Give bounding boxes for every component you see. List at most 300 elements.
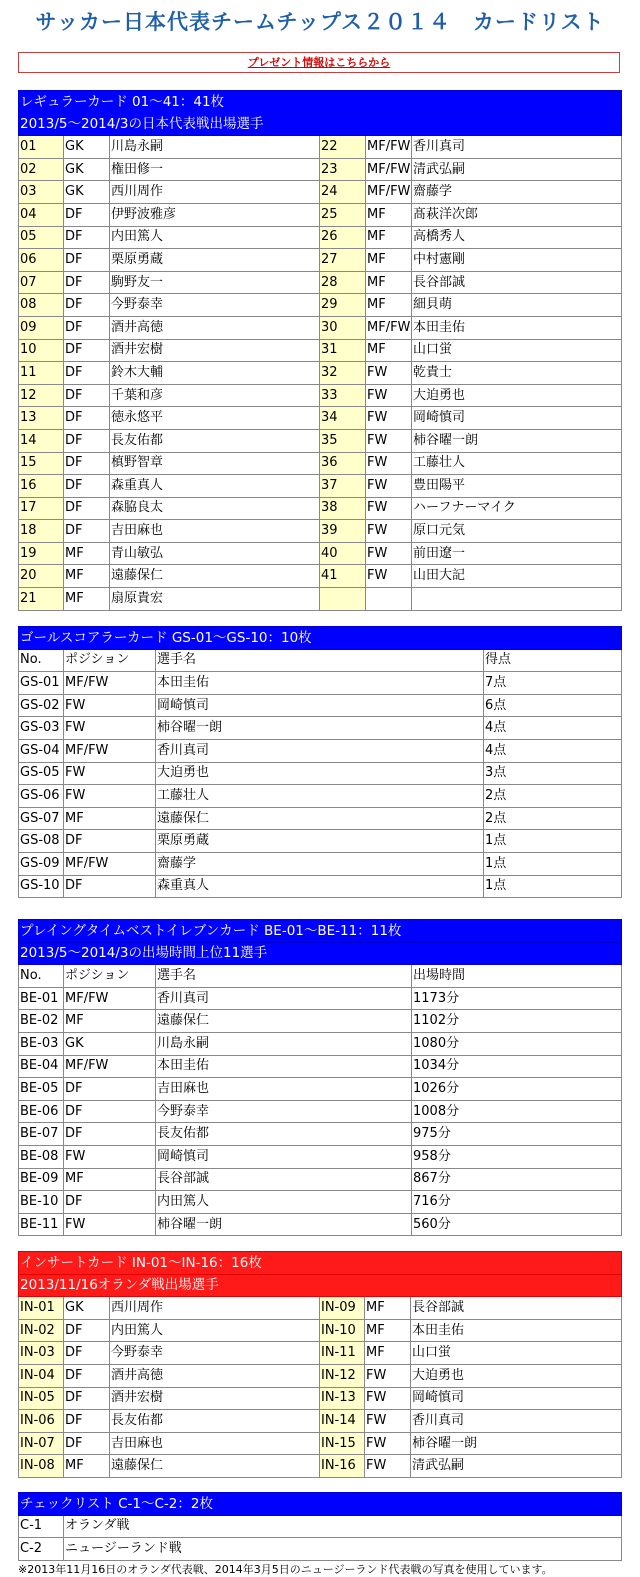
table-row — [19, 588, 622, 611]
position-cell: DF — [64, 452, 110, 475]
table-row — [19, 1032, 622, 1055]
position-cell: ニュージーランド戦 — [64, 1538, 622, 1561]
number-cell — [320, 588, 366, 611]
player-cell: 青山敏弘 — [110, 542, 320, 565]
player-cell: 柿谷曜一朗 — [156, 1213, 412, 1236]
player-cell: 前田遼一 — [412, 542, 622, 565]
player-cell: 遠藤保仁 — [110, 1455, 320, 1478]
position-cell: MF — [366, 271, 412, 294]
position-cell: FW — [366, 384, 412, 407]
number-cell: 40 — [320, 542, 366, 565]
position-cell: MF — [366, 249, 412, 272]
table-row — [19, 158, 622, 181]
table-row — [19, 271, 622, 294]
position-cell: MF — [366, 226, 412, 249]
position-cell: MF — [366, 203, 412, 226]
player-cell: 本田圭佑 — [156, 1055, 412, 1078]
player-cell: 細貝萌 — [412, 294, 622, 317]
col-position: ポジション — [64, 965, 156, 988]
number-cell: GS-05 — [19, 762, 64, 785]
player-cell: 岡崎慎司 — [156, 1145, 412, 1168]
player-cell: 今野泰幸 — [156, 1100, 412, 1123]
insert-header-2: 2013/11/16オランダ戦出場選手 — [19, 1274, 622, 1297]
number-cell: IN-16 — [320, 1455, 365, 1478]
number-cell: 25 — [320, 203, 366, 226]
besteleven-header-1: プレイングタイムベストイレブンカード BE-01～BE-11：11枚 — [19, 920, 622, 943]
goalscorer-table — [18, 626, 622, 898]
player-cell: 岡崎慎司 — [411, 1387, 622, 1410]
player-cell: 長谷部誠 — [411, 1297, 622, 1320]
player-cell: 内田篤人 — [110, 226, 320, 249]
position-cell: MF/FW — [366, 158, 412, 181]
player-cell: 清武弘嗣 — [412, 158, 622, 181]
player-cell: 山口蛍 — [411, 1342, 622, 1365]
number-cell: 17 — [19, 497, 64, 520]
table-row — [19, 407, 622, 430]
position-cell: FW — [64, 785, 156, 808]
position-cell: DF — [64, 271, 110, 294]
player-cell: 工藤壮人 — [412, 452, 622, 475]
player-cell: 大迫勇也 — [411, 1364, 622, 1387]
player-cell: 工藤壮人 — [156, 785, 484, 808]
number-cell: BE-06 — [19, 1100, 64, 1123]
value-cell: 1026分 — [412, 1078, 622, 1101]
position-cell: MF — [365, 1342, 411, 1365]
table-row — [19, 520, 622, 543]
position-cell: MF/FW — [366, 181, 412, 204]
table-row — [19, 136, 622, 159]
position-cell: MF — [366, 339, 412, 362]
player-cell: 吉田麻也 — [110, 1432, 320, 1455]
player-cell: 川島永嗣 — [156, 1032, 412, 1055]
player-cell: 大迫勇也 — [412, 384, 622, 407]
position-cell: MF/FW — [64, 739, 156, 762]
player-cell: 本田圭佑 — [156, 672, 484, 695]
player-cell: 柿谷曜一朗 — [411, 1432, 622, 1455]
position-cell: DF — [64, 226, 110, 249]
number-cell: 02 — [19, 158, 64, 181]
player-cell: 長谷部誠 — [412, 271, 622, 294]
value-cell: 958分 — [412, 1145, 622, 1168]
value-cell: 4点 — [484, 717, 622, 740]
number-cell: 12 — [19, 384, 64, 407]
goalscorer-body — [19, 672, 622, 898]
position-cell: GK — [64, 1032, 156, 1055]
number-cell: 37 — [320, 475, 366, 498]
player-cell: 高橋秀人 — [412, 226, 622, 249]
player-cell: 西川周作 — [110, 1297, 320, 1320]
number-cell: BE-11 — [19, 1213, 64, 1236]
player-cell: 扇原貴宏 — [110, 588, 320, 611]
table-row — [19, 987, 622, 1010]
player-cell: 香川真司 — [156, 987, 412, 1010]
position-cell: GK — [64, 1297, 110, 1320]
position-cell: DF — [64, 1319, 110, 1342]
position-cell: DF — [64, 1410, 110, 1433]
player-cell: 吉田麻也 — [110, 520, 320, 543]
table-row — [19, 717, 622, 740]
position-cell: FW — [365, 1387, 411, 1410]
player-cell: 齋藤学 — [412, 181, 622, 204]
player-cell: 乾貴士 — [412, 362, 622, 385]
number-cell: 34 — [320, 407, 366, 430]
number-cell: IN-08 — [19, 1455, 64, 1478]
value-cell: 4点 — [484, 739, 622, 762]
player-cell: 森脇良太 — [110, 497, 320, 520]
value-cell: 7点 — [484, 672, 622, 695]
insert-body — [19, 1297, 622, 1478]
position-cell: FW — [366, 475, 412, 498]
position-cell: DF — [64, 407, 110, 430]
number-cell: 28 — [320, 271, 366, 294]
number-cell: BE-03 — [19, 1032, 64, 1055]
position-cell: DF — [64, 830, 156, 853]
player-cell: 権田修一 — [110, 158, 320, 181]
position-cell: MF/FW — [64, 672, 156, 695]
table-row — [19, 830, 622, 853]
value-cell: 716分 — [412, 1191, 622, 1214]
besteleven-table — [18, 919, 622, 1236]
table-row — [19, 1319, 622, 1342]
table-row — [19, 672, 622, 695]
checklist-header: チェックリスト C-1～C-2：2枚 — [19, 1493, 622, 1516]
position-cell: DF — [64, 1123, 156, 1146]
player-cell: 槙野智章 — [110, 452, 320, 475]
position-cell: MF/FW — [64, 1055, 156, 1078]
number-cell: 10 — [19, 339, 64, 362]
checklist-table — [18, 1492, 622, 1561]
position-cell: MF — [365, 1319, 411, 1342]
table-row — [19, 739, 622, 762]
number-cell: GS-09 — [19, 852, 64, 875]
position-cell: DF — [64, 497, 110, 520]
position-cell — [366, 588, 412, 611]
insert-card-table — [18, 1251, 622, 1478]
number-cell: BE-07 — [19, 1123, 64, 1146]
table-row — [19, 1410, 622, 1433]
player-cell: 栗原勇蔵 — [156, 830, 484, 853]
table-row — [19, 1123, 622, 1146]
position-cell: DF — [64, 249, 110, 272]
number-cell: IN-04 — [19, 1364, 64, 1387]
value-cell: 560分 — [412, 1213, 622, 1236]
position-cell: DF — [64, 1364, 110, 1387]
table-row — [19, 1432, 622, 1455]
player-cell: 香川真司 — [411, 1410, 622, 1433]
number-cell: 19 — [19, 542, 64, 565]
number-cell: IN-11 — [320, 1342, 365, 1365]
table-row — [19, 1078, 622, 1101]
player-cell: 森重真人 — [110, 475, 320, 498]
number-cell: BE-02 — [19, 1010, 64, 1033]
position-cell: GK — [64, 136, 110, 159]
table-row — [19, 226, 622, 249]
table-row — [19, 452, 622, 475]
position-cell: MF — [64, 588, 110, 611]
value-cell: 1点 — [484, 830, 622, 853]
position-cell: DF — [64, 1432, 110, 1455]
number-cell: GS-06 — [19, 785, 64, 808]
number-cell: IN-12 — [320, 1364, 365, 1387]
table-row — [19, 384, 622, 407]
player-cell: 吉田麻也 — [156, 1078, 412, 1101]
player-cell: 齋藤学 — [156, 852, 484, 875]
player-cell: 遠藤保仁 — [156, 1010, 412, 1033]
player-cell: 中村憲剛 — [412, 249, 622, 272]
besteleven-header-2: 2013/5～2014/3の出場時間上位11選手 — [19, 942, 622, 965]
player-cell: 今野泰幸 — [110, 294, 320, 317]
number-cell: IN-09 — [320, 1297, 365, 1320]
number-cell: 13 — [19, 407, 64, 430]
position-cell: MF — [64, 1455, 110, 1478]
col-position: ポジション — [64, 649, 156, 672]
player-cell: ハーフナーマイク — [412, 497, 622, 520]
table-row — [19, 339, 622, 362]
present-info-box — [18, 52, 620, 73]
number-cell: GS-08 — [19, 830, 64, 853]
position-cell: FW — [366, 407, 412, 430]
position-cell: FW — [366, 520, 412, 543]
player-cell: 柿谷曜一朗 — [412, 429, 622, 452]
position-cell: DF — [64, 339, 110, 362]
number-cell: 03 — [19, 181, 64, 204]
player-cell: 大迫勇也 — [156, 762, 484, 785]
table-row — [19, 1538, 622, 1561]
number-cell: GS-04 — [19, 739, 64, 762]
col-player: 選手名 — [156, 965, 412, 988]
player-cell: 本田圭佑 — [411, 1319, 622, 1342]
table-row — [19, 1364, 622, 1387]
player-cell: 栗原勇蔵 — [110, 249, 320, 272]
position-cell: GK — [64, 181, 110, 204]
player-cell: 駒野友一 — [110, 271, 320, 294]
player-cell: 伊野波雅彦 — [110, 203, 320, 226]
number-cell: BE-05 — [19, 1078, 64, 1101]
player-cell: 千葉和彦 — [110, 384, 320, 407]
position-cell: DF — [64, 1387, 110, 1410]
table-row — [19, 542, 622, 565]
table-row — [19, 875, 622, 898]
player-cell: 今野泰幸 — [110, 1342, 320, 1365]
position-cell: DF — [64, 475, 110, 498]
col-goals: 得点 — [484, 649, 622, 672]
goalscorer-header: ゴールスコアラーカード GS-01～GS-10：10枚 — [19, 627, 622, 650]
number-cell: 09 — [19, 316, 64, 339]
position-cell: MF — [64, 1168, 156, 1191]
player-cell: 酒井高徳 — [110, 1364, 320, 1387]
position-cell: FW — [366, 429, 412, 452]
value-cell: 1102分 — [412, 1010, 622, 1033]
position-cell: FW — [366, 542, 412, 565]
position-cell: DF — [64, 384, 110, 407]
value-cell: 1点 — [484, 875, 622, 898]
value-cell: 1点 — [484, 852, 622, 875]
number-cell: IN-15 — [320, 1432, 365, 1455]
number-cell: 21 — [19, 588, 64, 611]
number-cell: GS-02 — [19, 694, 64, 717]
value-cell: 975分 — [412, 1123, 622, 1146]
table-row — [19, 1515, 622, 1538]
number-cell: IN-06 — [19, 1410, 64, 1433]
number-cell: BE-04 — [19, 1055, 64, 1078]
player-cell: 豊田陽平 — [412, 475, 622, 498]
number-cell: 32 — [320, 362, 366, 385]
value-cell: 2点 — [484, 807, 622, 830]
player-cell: 酒井高徳 — [110, 316, 320, 339]
table-row — [19, 294, 622, 317]
number-cell: BE-01 — [19, 987, 64, 1010]
table-row — [19, 1168, 622, 1191]
player-cell: 遠藤保仁 — [156, 807, 484, 830]
position-cell: DF — [64, 316, 110, 339]
player-cell: 長谷部誠 — [156, 1168, 412, 1191]
number-cell: 35 — [320, 429, 366, 452]
position-cell: DF — [64, 362, 110, 385]
position-cell: DF — [64, 1342, 110, 1365]
position-cell: DF — [64, 429, 110, 452]
number-cell: C-1 — [19, 1515, 64, 1538]
table-row — [19, 497, 622, 520]
number-cell: 30 — [320, 316, 366, 339]
value-cell: 6点 — [484, 694, 622, 717]
footnote: ※2013年11月16日のオランダ代表戦、2014年3月5日のニュージーランド代表戦の写真を使用しています。 — [18, 1563, 553, 1576]
number-cell: 26 — [320, 226, 366, 249]
table-row — [19, 316, 622, 339]
table-row — [19, 807, 622, 830]
table-row — [19, 181, 622, 204]
position-cell: FW — [64, 1213, 156, 1236]
table-row — [19, 1342, 622, 1365]
regular-card-table — [18, 90, 622, 611]
number-cell: 08 — [19, 294, 64, 317]
table-row — [19, 1100, 622, 1123]
number-cell: 14 — [19, 429, 64, 452]
insert-header-1: インサートカード IN-01～IN-16：16枚 — [19, 1252, 622, 1275]
value-cell: 1080分 — [412, 1032, 622, 1055]
table-row — [19, 249, 622, 272]
number-cell: BE-09 — [19, 1168, 64, 1191]
table-row — [19, 852, 622, 875]
position-cell: FW — [366, 452, 412, 475]
position-cell: DF — [64, 1078, 156, 1101]
table-row — [19, 1145, 622, 1168]
player-cell: 遠藤保仁 — [110, 565, 320, 588]
player-cell: 酒井宏樹 — [110, 1387, 320, 1410]
position-cell: MF — [64, 807, 156, 830]
position-cell: FW — [365, 1432, 411, 1455]
regular-header-2: 2013/5～2014/3の日本代表戦出場選手 — [19, 113, 622, 136]
number-cell: GS-03 — [19, 717, 64, 740]
col-no: No. — [19, 649, 64, 672]
value-cell: 1008分 — [412, 1100, 622, 1123]
value-cell: 3点 — [484, 762, 622, 785]
number-cell: 15 — [19, 452, 64, 475]
number-cell: IN-03 — [19, 1342, 64, 1365]
player-cell: 原口元気 — [412, 520, 622, 543]
number-cell: 33 — [320, 384, 366, 407]
table-row — [19, 1191, 622, 1214]
position-cell: FW — [366, 497, 412, 520]
checklist-body — [19, 1515, 622, 1560]
position-cell: MF — [365, 1297, 411, 1320]
player-cell: 森重真人 — [156, 875, 484, 898]
position-cell: MF — [64, 1010, 156, 1033]
number-cell: 18 — [19, 520, 64, 543]
position-cell: DF — [64, 294, 110, 317]
page-title: サッカー日本代表チームチップス２０１４ カードリスト — [35, 10, 605, 34]
table-row — [19, 1213, 622, 1236]
player-cell: 長友佑都 — [110, 429, 320, 452]
number-cell: IN-05 — [19, 1387, 64, 1410]
player-cell: 長友佑都 — [156, 1123, 412, 1146]
value-cell: 1173分 — [412, 987, 622, 1010]
number-cell: 29 — [320, 294, 366, 317]
number-cell: 07 — [19, 271, 64, 294]
present-info-link[interactable]: プレゼント情報はこちらから — [247, 56, 391, 69]
value-cell: 1034分 — [412, 1055, 622, 1078]
regular-header-1: レギュラーカード 01～41：41枚 — [19, 91, 622, 114]
position-cell: MF — [64, 565, 110, 588]
number-cell: 24 — [320, 181, 366, 204]
position-cell: FW — [64, 762, 156, 785]
player-cell: 岡崎慎司 — [156, 694, 484, 717]
table-row — [19, 362, 622, 385]
position-cell: MF/FW — [64, 987, 156, 1010]
number-cell: IN-14 — [320, 1410, 365, 1433]
besteleven-body — [19, 987, 622, 1236]
position-cell: FW — [365, 1455, 411, 1478]
number-cell: 39 — [320, 520, 366, 543]
number-cell: 01 — [19, 136, 64, 159]
col-minutes: 出場時間 — [412, 965, 622, 988]
number-cell: GS-07 — [19, 807, 64, 830]
number-cell: 04 — [19, 203, 64, 226]
player-cell: 酒井宏樹 — [110, 339, 320, 362]
position-cell: オランダ戦 — [64, 1515, 622, 1538]
col-player: 選手名 — [156, 649, 484, 672]
number-cell: IN-13 — [320, 1387, 365, 1410]
player-cell: 柿谷曜一朗 — [156, 717, 484, 740]
number-cell: IN-10 — [320, 1319, 365, 1342]
number-cell: 06 — [19, 249, 64, 272]
position-cell: DF — [64, 520, 110, 543]
table-row — [19, 429, 622, 452]
player-cell: 内田篤人 — [110, 1319, 320, 1342]
position-cell: DF — [64, 875, 156, 898]
position-cell: DF — [64, 203, 110, 226]
player-cell: 香川真司 — [412, 136, 622, 159]
table-row — [19, 694, 622, 717]
number-cell: GS-01 — [19, 672, 64, 695]
number-cell: GS-10 — [19, 875, 64, 898]
col-no: No. — [19, 965, 64, 988]
player-cell — [412, 588, 622, 611]
position-cell: DF — [64, 1191, 156, 1214]
position-cell: FW — [366, 565, 412, 588]
player-cell: 徳永悠平 — [110, 407, 320, 430]
position-cell: FW — [64, 694, 156, 717]
number-cell: BE-10 — [19, 1191, 64, 1214]
player-cell: 髙萩洋次郎 — [412, 203, 622, 226]
number-cell: 23 — [320, 158, 366, 181]
player-cell: 内田篤人 — [156, 1191, 412, 1214]
number-cell: BE-08 — [19, 1145, 64, 1168]
position-cell: MF — [366, 294, 412, 317]
player-cell: 清武弘嗣 — [411, 1455, 622, 1478]
position-cell: DF — [64, 1100, 156, 1123]
table-row — [19, 565, 622, 588]
position-cell: FW — [366, 362, 412, 385]
